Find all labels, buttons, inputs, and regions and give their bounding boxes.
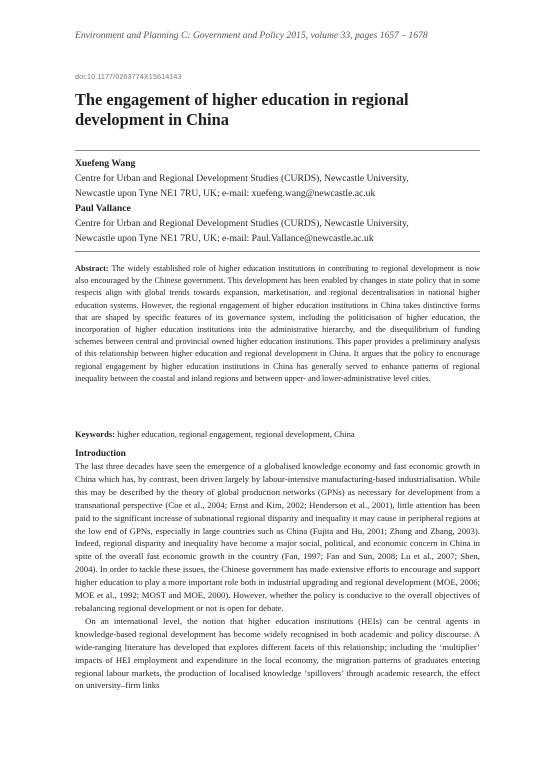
section-heading-introduction: Introduction [75, 449, 126, 459]
author-name: Paul Vallance [75, 203, 131, 214]
journal-citation: Environment and Planning C: Government and Policy 2015, volume 33, pages 1657 – 1678 [75, 30, 428, 41]
author-affiliation: Newcastle upon Tyne NE1 7RU, UK; e-mail: xuefeng.wang@newcastle.ac.uk [75, 188, 376, 199]
author-affiliation: Centre for Urban and Regional Development Studies (CURDS), Newcastle University, [75, 173, 409, 184]
abstract-text: The widely established role of higher education institutions in contributing to regional development is now also encouraged by the Chinese government. This development has been enabled by changes in state policy that in some respects align with global trends towards expansion, marketisation, and regional decentralisation in national higher education systems. However, the regional engagement of higher education institutions in China takes distinctive forms that are shaped by specific features of its governance system, including the politicisation of higher education, the incorporation of higher education institutions into the administrative hierarchy, and the disequilibrium of funding schemes between central and provincial owned higher education institutions. This paper provides a preliminary analysis of this relationship between higher education and regional development in China. It argues that the policy to encourage regional engagement by higher education institutions in China has generally served to enhance patterns of regional inequality between the coastal and inland regions and between upper- and lower-administrative level cities. [75, 264, 480, 383]
doi[interactable]: doi:10.1177/0263774X15614143 [75, 72, 182, 81]
keywords-text: higher education, regional engagement, regional development, China [117, 429, 355, 439]
keywords-label: Keywords: [75, 429, 116, 439]
author-affiliation: Newcastle upon Tyne NE1 7RU, UK; e-mail: Paul.Vallance@newcastle.ac.uk [75, 233, 374, 244]
author-affiliation: Centre for Urban and Regional Development Studies (CURDS), Newcastle University, [75, 218, 409, 229]
author-name: Xuefeng Wang [75, 158, 136, 169]
introduction-body [75, 460, 480, 692]
abstract-label: Abstract: [75, 264, 109, 273]
body-paragraph: On an international level, the notion that higher education institutions (HEIs) can be central agents in knowledge-based regional development has become widely recognised in both academic and policy discourse. A wide-ranging literature has developed that explores different facets of this relationship; including the ‘multiplier’ impacts of HEI employment and expenditure in the local economy, the migration patterns of graduates entering regional labour markets, the production of localised knowledge ‘spillovers’ through academic research, the effect on university–firm links [75, 615, 480, 691]
paper-title: The engagement of higher education in regional development in China [75, 90, 409, 129]
body-paragraph: The last three decades have seen the emergence of a globalised knowledge economy and fast economic growth in China which has, by contrast, been driven largely by labour-intensive manufacturing-based industrialisation. While this may be described by the theory of global production networks (GPNs) as necessary for development from a transnational perspective (Coe et al., 2004; Ernst and Kim, 2002; Henderson et al., 2001), little attention has been paid to the significant increase of subnational regional disparity and inequality it may cause in peripheral regions at the low end of GPNs, especially in large countries such as China (Fujita and Hu, 2001; Zhang and Zhang, 2003). Indeed, regional disparity and inequality have become a major social, political, and economic concern in China in spite of the overall fast economic growth in the country (Fan, 1997; Fan and Sun, 2008; Lu et al., 2007; Shen, 2004). In order to tackle these issues, the Chinese government has made extensive efforts to encourage and support higher education to play a more important role both in industrial upgrading and regional development (MOE, 2006; MOE et al., 1992; MOST and MOE, 2000). However, whether the policy is conducive to the overall objectives of rebalancing regional development or not is open for debate. [75, 461, 480, 613]
